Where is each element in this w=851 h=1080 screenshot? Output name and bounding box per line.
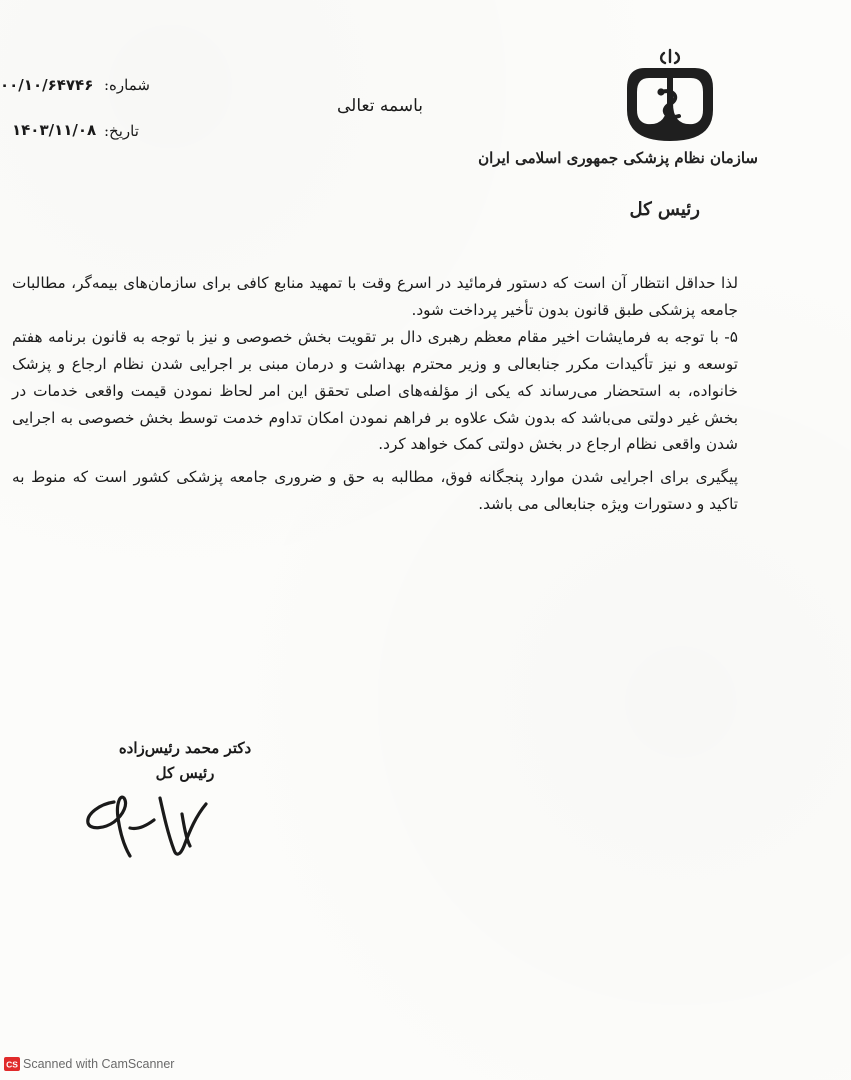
medical-council-emblem-icon — [625, 48, 715, 143]
letter-date-row — [0, 121, 160, 145]
letter-number-value: ۰۰/۱۰/۶۴۷۴۶ — [0, 76, 94, 94]
scanner-watermark — [4, 1056, 174, 1072]
camscanner-logo-icon — [4, 1057, 20, 1071]
organization-name: سازمان نظام پزشکی جمهوری اسلامی ایران — [478, 149, 758, 167]
letter-date-label: تاریخ: — [104, 122, 139, 140]
organization-role: رئیس کل — [629, 199, 700, 220]
signatory-name: دکتر محمد رئیس‌زاده — [118, 739, 252, 757]
handwritten-signature-icon — [80, 790, 225, 870]
letter-number-label: شماره: — [104, 76, 150, 94]
letter-number-row — [0, 76, 160, 100]
body-paragraph: پیگیری برای اجرایی شدن موارد پنجگانه فوق، مطالبه به حق و ضروری جامعه پزشکی کشور است که منوط به تاکید و دستورات ویژه جنابعالی می باشد. — [12, 468, 738, 514]
signatory-title: رئیس کل — [155, 764, 215, 782]
watermark-text: Scanned with CamScanner — [23, 1057, 175, 1071]
signature-block — [110, 736, 260, 786]
body-paragraph: ۵- با توجه به فرمایشات اخیر مقام معظم رهبری دال بر تقویت بخش خصوصی و نیز با توجه به قانون برنامه هفتم توسعه و نیز تأکیدات مکرر جنابعالی و وزیر محترم بهداشت و درمان مبنی بر اجرایی شدن نظام ارجاع و پزشک خانواده، به استحضار می‌رساند که یکی از مؤلفه‌های اصلی تحقق این امر لحاظ نمودن قیمت واقعی خدمات در بخش غیر دولتی می‌باشد که بدون شک علاوه بر فراهم نمودن امکان تداوم خدمت توسط بخش خصوصی به اجرایی شدن واقعی نظام ارجاع در بخش دولتی کمک خواهد کرد. — [12, 327, 738, 454]
letter-date-value: ۱۴۰۳/۱۱/۰۸ — [12, 121, 97, 139]
camscanner-logo-text: CS — [6, 1059, 18, 1070]
salutation: باسمه تعالی — [337, 96, 423, 116]
letter-body — [12, 270, 738, 518]
body-paragraph: لذا حداقل انتظار آن است که دستور فرمائید در اسرع وقت با تمهید منابع کافی برای سازمان‌های بیمه‌گر، مطالبات جامعه پزشکی طبق قانون بدون تأخیر پرداخت شود. — [12, 274, 738, 319]
